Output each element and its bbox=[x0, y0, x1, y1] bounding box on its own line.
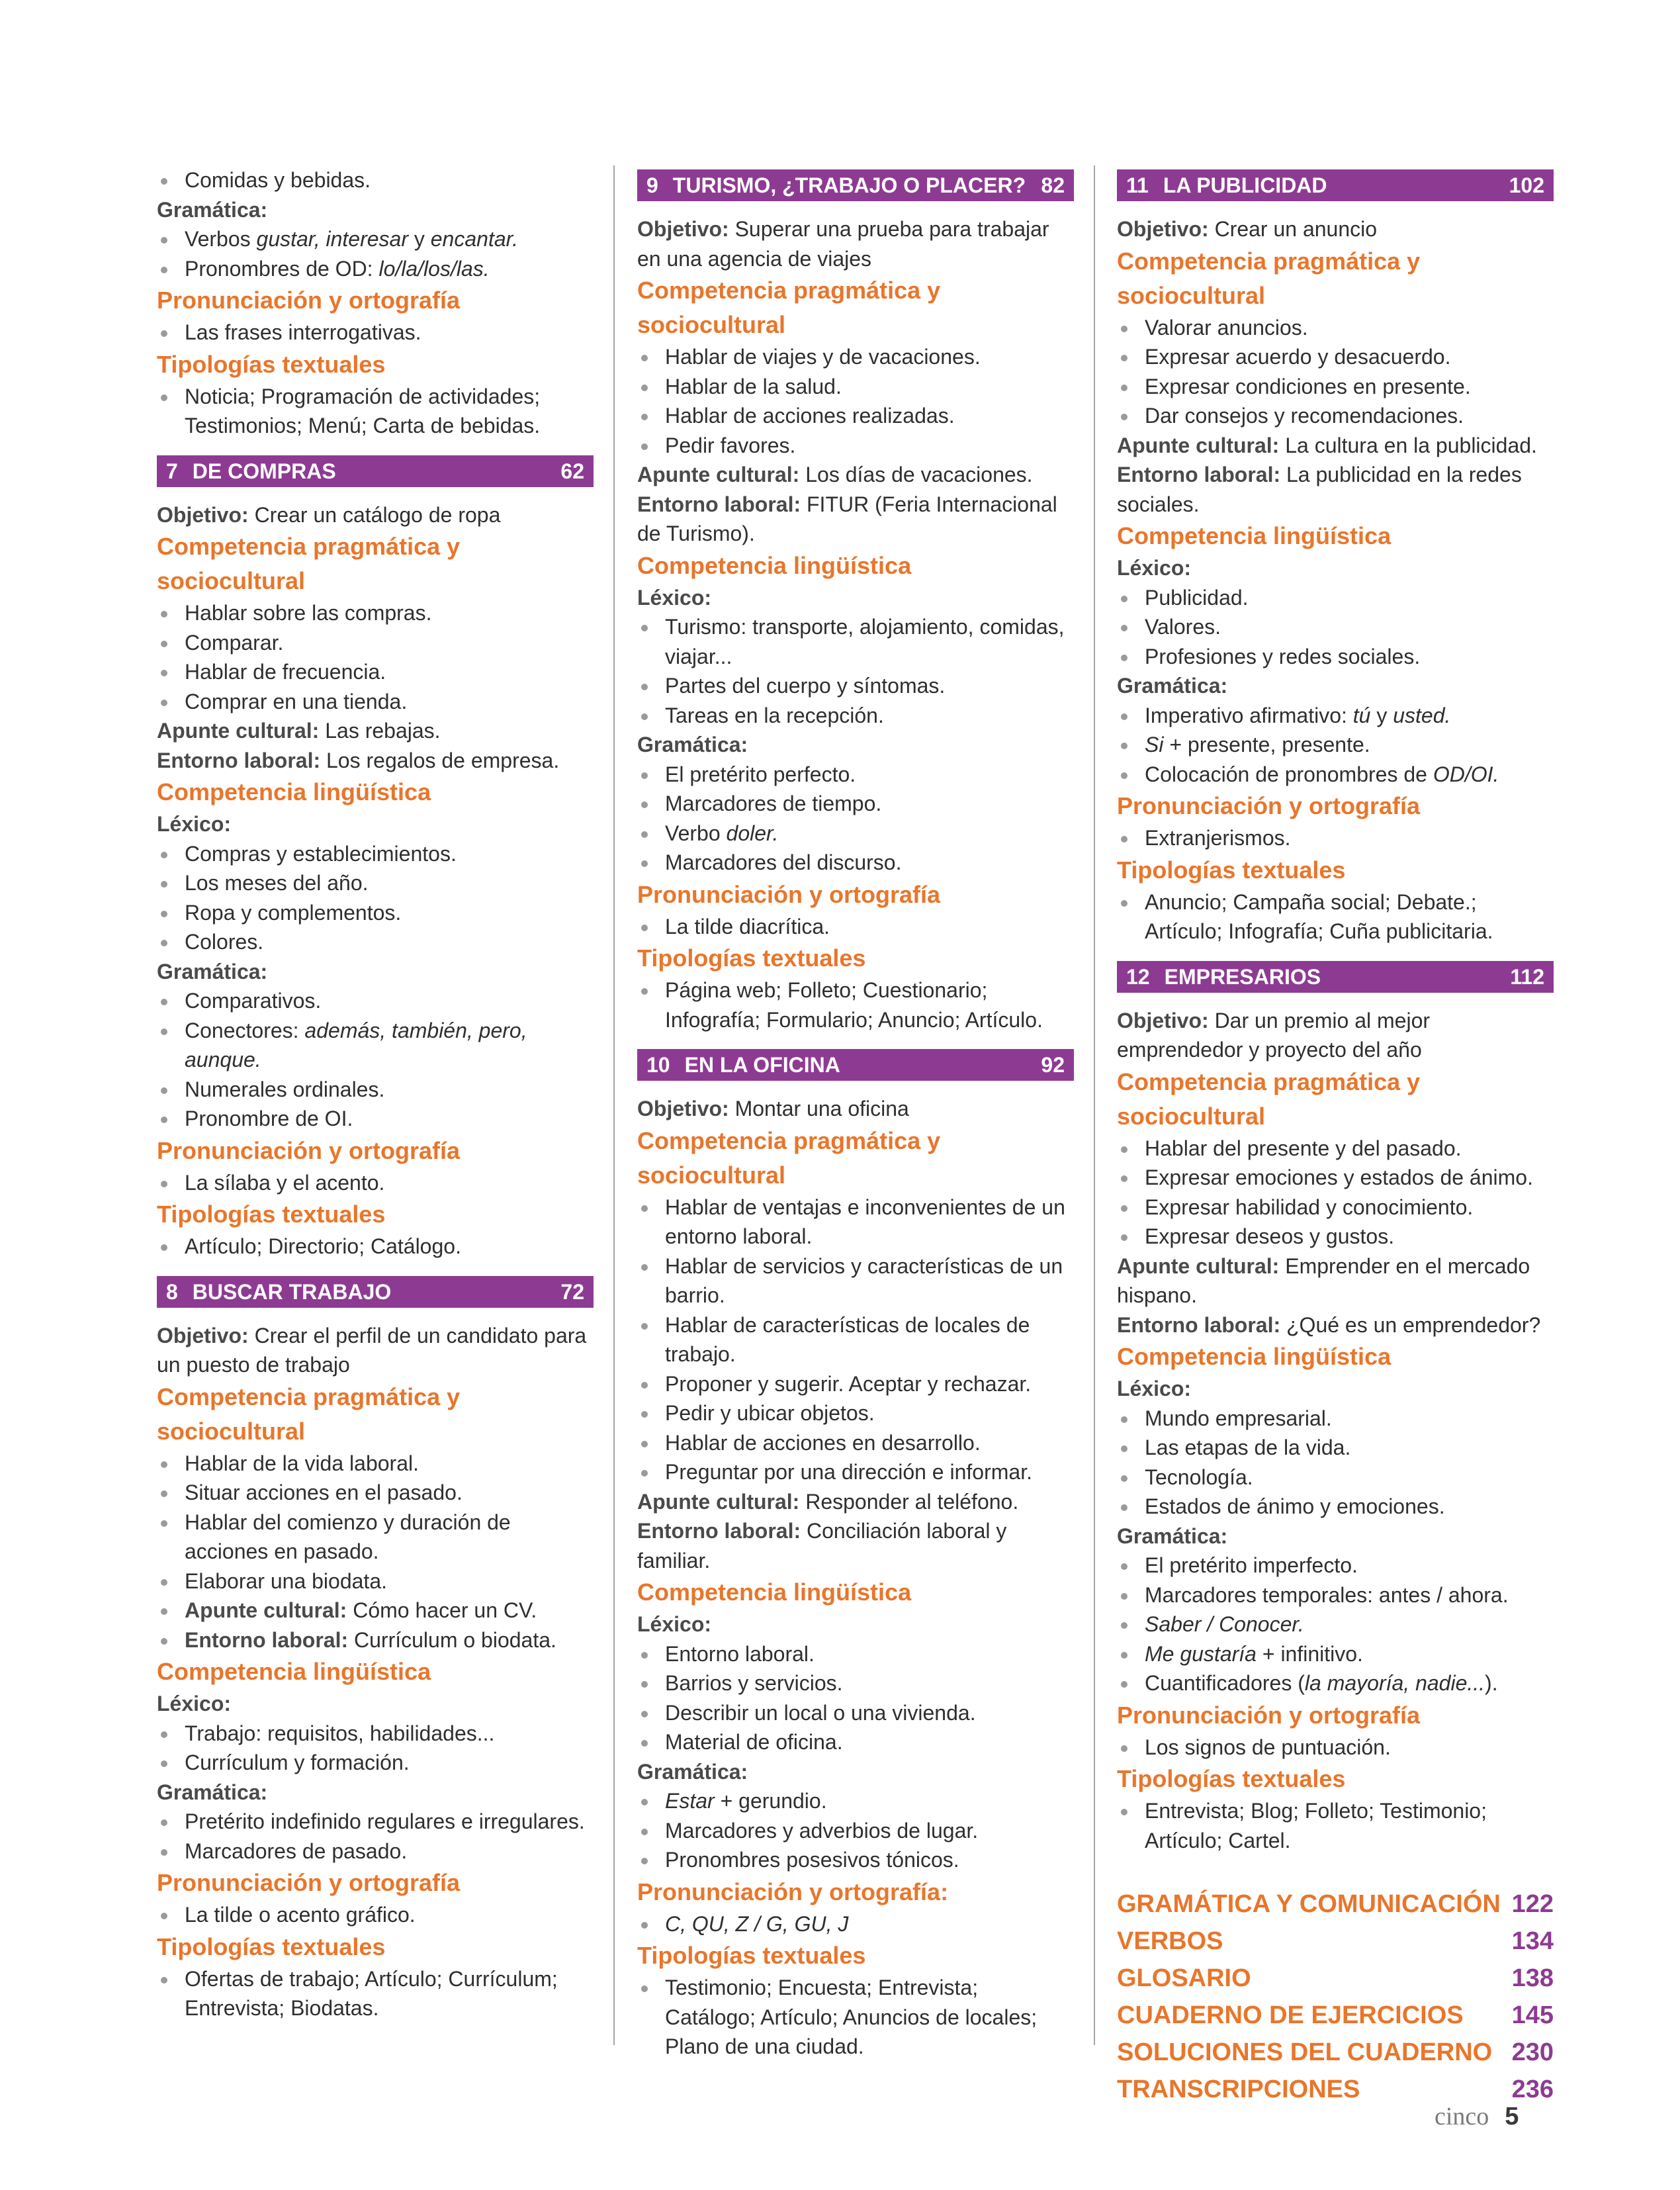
section-heading: Tipologías textuales bbox=[637, 944, 866, 972]
text-run: + infinitivo. bbox=[1256, 1641, 1363, 1666]
list-item: Hablar de características de locales de trabajo. bbox=[637, 1310, 1074, 1369]
text-run: Imperativo afirmativo: bbox=[1145, 703, 1353, 727]
index-page: 134 bbox=[1511, 1927, 1554, 1955]
section-heading: Pronunciación y ortografía bbox=[157, 1869, 461, 1896]
list-item: Valorar anuncios. bbox=[1117, 313, 1554, 343]
text-run: Saber / Conocer. bbox=[1145, 1612, 1304, 1636]
column-2 bbox=[637, 165, 1074, 2062]
list-item bbox=[1117, 1639, 1554, 1669]
unit-header-left bbox=[1126, 961, 1321, 993]
section-heading: Competencia pragmática y sociocultural bbox=[157, 533, 461, 594]
list-item bbox=[157, 1596, 594, 1625]
section-heading: Tipologías textuales bbox=[1117, 1765, 1346, 1792]
list-item: Anuncio; Campaña social; Debate.; Artículo; Infografía; Cuña publicitaria. bbox=[1117, 888, 1554, 946]
index-row bbox=[1117, 1997, 1554, 2034]
list-item: Valores. bbox=[1117, 612, 1554, 642]
page-footer bbox=[1435, 2102, 1519, 2131]
list-item: El pretérito imperfecto. bbox=[1117, 1551, 1554, 1580]
list-item bbox=[157, 1016, 594, 1075]
line-label: Objetivo: bbox=[1117, 217, 1209, 241]
list-item: Los signos de puntuación. bbox=[1117, 1733, 1554, 1762]
list-item: Situar acciones en el pasado. bbox=[157, 1478, 594, 1508]
list-item: Expresar acuerdo y desacuerdo. bbox=[1117, 342, 1554, 372]
line-label: Apunte cultural: bbox=[1117, 433, 1280, 457]
line-label: Apunte cultural: bbox=[1117, 1254, 1280, 1278]
unit-title: EN LA OFICINA bbox=[684, 1053, 840, 1077]
list-item: Material de oficina. bbox=[637, 1727, 1074, 1757]
list-item: Currículum y formación. bbox=[157, 1748, 594, 1778]
subsection-label: Gramática: bbox=[157, 1780, 268, 1804]
list-item: Las etapas de la vida. bbox=[1117, 1433, 1554, 1463]
index-page: 230 bbox=[1511, 2038, 1554, 2066]
text-run: Verbos bbox=[185, 227, 257, 251]
unit-number: 8 bbox=[166, 1279, 178, 1304]
unit-header bbox=[637, 1049, 1074, 1081]
index-row bbox=[1117, 2034, 1554, 2071]
list-item: Hablar de la vida laboral. bbox=[157, 1449, 594, 1479]
unit-page: 82 bbox=[1041, 173, 1065, 197]
labeled-line bbox=[1117, 1006, 1554, 1065]
line-text: Responder al teléfono. bbox=[799, 1489, 1019, 1514]
list-item: Pedir favores. bbox=[637, 431, 1074, 461]
list-item bbox=[1117, 760, 1554, 790]
list-item: Comparar. bbox=[157, 628, 594, 658]
text-run: y bbox=[408, 227, 431, 251]
list-item: Testimonio; Encuesta; Entrevista; Catálogo; Artículo; Anuncios de locales; Plano de una ciudad. bbox=[637, 1973, 1074, 2062]
subsection-label: Gramática: bbox=[1117, 674, 1228, 698]
section-heading: Competencia pragmática y sociocultural bbox=[1117, 1068, 1421, 1130]
section-heading: Tipologías textuales bbox=[637, 1942, 866, 1969]
list-item: Hablar de servicios y características de un barrio. bbox=[637, 1252, 1074, 1310]
text-run: + presente, presente. bbox=[1163, 733, 1370, 756]
unit-title: TURISMO, ¿TRABAJO O PLACER? bbox=[672, 173, 1026, 197]
labeled-line bbox=[1117, 431, 1554, 461]
section-heading: Competencia lingüística bbox=[1117, 1343, 1392, 1370]
list-item bbox=[1117, 1668, 1554, 1698]
unit-header-left bbox=[646, 1049, 840, 1081]
text-run: y bbox=[1370, 703, 1393, 727]
text-run: Conectores: bbox=[185, 1018, 305, 1042]
text-run: OD/OI. bbox=[1433, 762, 1499, 786]
list-item: Estados de ánimo y emociones. bbox=[1117, 1492, 1554, 1522]
unit-number: 11 bbox=[1126, 173, 1149, 197]
line-label: Objetivo: bbox=[637, 217, 729, 241]
line-label: Objetivo: bbox=[157, 502, 249, 527]
list-item: Describir un local o una vivienda. bbox=[637, 1698, 1074, 1728]
section-heading: Tipologías textuales bbox=[157, 1201, 386, 1228]
list-item: Profesiones y redes sociales. bbox=[1117, 642, 1554, 672]
list-item: Marcadores temporales: antes / ahora. bbox=[1117, 1580, 1554, 1610]
list-item: Tareas en la recepción. bbox=[637, 701, 1074, 731]
text-run: C, QU, Z / G, GU, J bbox=[665, 1911, 849, 1936]
unit-title: BUSCAR TRABAJO bbox=[192, 1279, 392, 1304]
list-item: Ofertas de trabajo; Artículo; Currículum; Entrevista; Biodatas. bbox=[157, 1964, 594, 2023]
list-item: Pronombres posesivos tónicos. bbox=[637, 1845, 1074, 1875]
list-item: El pretérito perfecto. bbox=[637, 760, 1074, 790]
text-run: Verbo bbox=[665, 821, 727, 845]
subsection-label: Léxico: bbox=[157, 1692, 232, 1715]
section-heading: Pronunciación y ortografía bbox=[637, 880, 941, 908]
section-heading: Pronunciación y ortografía bbox=[1117, 792, 1421, 819]
list-item: Trabajo: requisitos, habilidades... bbox=[157, 1719, 594, 1749]
text-run: usted. bbox=[1393, 703, 1451, 727]
line-text: Superar una prueba para trabajar en una agencia de viajes bbox=[637, 217, 1049, 271]
list-item bbox=[637, 1909, 1074, 1939]
unit-page: 112 bbox=[1510, 964, 1544, 989]
list-item: Numerales ordinales. bbox=[157, 1075, 594, 1105]
list-item bbox=[637, 819, 1074, 848]
list-item: Expresar condiciones en presente. bbox=[1117, 372, 1554, 402]
list-item: Marcadores del discurso. bbox=[637, 848, 1074, 878]
line-text: Conciliación laboral y familiar. bbox=[637, 1519, 1007, 1573]
list-item: La tilde diacrítica. bbox=[637, 912, 1074, 942]
labeled-line bbox=[1117, 1252, 1554, 1310]
labeled-line bbox=[637, 460, 1074, 490]
list-item: Expresar deseos y gustos. bbox=[1117, 1222, 1554, 1252]
list-item: Hablar de frecuencia. bbox=[157, 657, 594, 687]
line-text: Emprender en el mercado hispano. bbox=[1117, 1254, 1530, 1307]
section-heading: Competencia pragmática y sociocultural bbox=[637, 1126, 941, 1189]
labeled-line bbox=[157, 1321, 594, 1380]
text-run: tú bbox=[1352, 703, 1371, 727]
list-item: Marcadores de tiempo. bbox=[637, 789, 1074, 819]
subsection-label: Gramática: bbox=[1117, 1524, 1228, 1548]
section-heading: Tipologías textuales bbox=[157, 1933, 386, 1960]
unit-header bbox=[157, 455, 594, 487]
index-label: GLOSARIO bbox=[1117, 1964, 1251, 1992]
list-item: Los meses del año. bbox=[157, 868, 594, 898]
list-item: Extranjerismos. bbox=[1117, 823, 1554, 853]
labeled-line bbox=[637, 1516, 1074, 1575]
list-item: Entrevista; Blog; Folleto; Testimonio; Artículo; Cartel. bbox=[1117, 1796, 1554, 1855]
line-label: Entorno laboral: bbox=[637, 492, 801, 516]
index-page: 122 bbox=[1511, 1890, 1554, 1918]
text-run: Cómo hacer un CV. bbox=[347, 1598, 537, 1622]
subsection-label: Gramática: bbox=[637, 733, 748, 756]
list-item: Pretérito indefinido regulares e irregulares. bbox=[157, 1807, 594, 1837]
line-text: Las rebajas. bbox=[319, 719, 441, 743]
line-text: ¿Qué es un emprendedor? bbox=[1280, 1312, 1541, 1337]
text-run: Si bbox=[1145, 733, 1164, 756]
line-text: Crear un anuncio bbox=[1208, 217, 1378, 241]
index-label: SOLUCIONES DEL CUADERNO bbox=[1117, 2038, 1493, 2066]
section-heading: Tipologías textuales bbox=[157, 350, 386, 378]
line-text: Crear el perfil de un candidato para un puesto de trabajo bbox=[157, 1323, 587, 1377]
unit-header-left bbox=[1126, 169, 1327, 201]
line-label: Objetivo: bbox=[157, 1323, 249, 1347]
list-item: Turismo: transporte, alojamiento, comidas, viajar... bbox=[637, 612, 1074, 671]
section-heading: Competencia pragmática y sociocultural bbox=[1117, 247, 1421, 309]
list-item bbox=[1117, 701, 1554, 731]
list-item: Comprar en una tienda. bbox=[157, 687, 594, 717]
line-text: La cultura en la publicidad. bbox=[1279, 433, 1537, 457]
line-text: Dar un premio al mejor emprendedor y proyecto del año bbox=[1117, 1008, 1431, 1062]
list-item bbox=[157, 1625, 594, 1655]
list-item: Preguntar por una dirección e informar. bbox=[637, 1457, 1074, 1487]
text-run: Entorno laboral: bbox=[185, 1627, 349, 1652]
unit-page: 92 bbox=[1041, 1053, 1065, 1077]
unit-title: EMPRESARIOS bbox=[1164, 964, 1321, 989]
unit-page: 62 bbox=[560, 459, 584, 483]
labeled-line bbox=[637, 490, 1074, 549]
text-run: Cuantificadores ( bbox=[1145, 1671, 1305, 1695]
section-heading: Tipologías textuales bbox=[1117, 856, 1346, 884]
line-label: Apunte cultural: bbox=[637, 463, 800, 486]
section-heading: Pronunciación y ortografía bbox=[1117, 1701, 1421, 1729]
list-item bbox=[637, 1786, 1074, 1816]
section-heading: Competencia lingüística bbox=[157, 1658, 431, 1685]
list-item: Expresar emociones y estados de ánimo. bbox=[1117, 1163, 1554, 1193]
unit-header bbox=[1117, 961, 1554, 993]
subsection-label: Léxico: bbox=[637, 585, 712, 610]
list-item: Hablar de acciones realizadas. bbox=[637, 401, 1074, 431]
list-item bbox=[157, 254, 594, 284]
labeled-line bbox=[157, 716, 594, 746]
unit-header-left bbox=[646, 169, 1026, 201]
list-item: Partes del cuerpo y síntomas. bbox=[637, 671, 1074, 701]
text-run: Apunte cultural: bbox=[185, 1598, 347, 1622]
text-run: Estar bbox=[665, 1789, 715, 1813]
list-item: Compras y establecimientos. bbox=[157, 839, 594, 869]
column-divider bbox=[613, 165, 615, 2045]
unit-page: 102 bbox=[1509, 173, 1544, 197]
line-text: Los días de vacaciones. bbox=[799, 463, 1033, 486]
list-item: Noticia; Programación de actividades; Testimonios; Menú; Carta de bebidas. bbox=[157, 382, 594, 441]
line-label: Entorno laboral: bbox=[637, 1519, 801, 1543]
column-3 bbox=[1117, 165, 1554, 2108]
column-1 bbox=[157, 165, 594, 2023]
text-run: además, también, pero, aunque. bbox=[185, 1018, 527, 1072]
unit-number: 9 bbox=[646, 173, 658, 197]
labeled-line bbox=[637, 1487, 1074, 1517]
list-item bbox=[1117, 730, 1554, 760]
index-page: 145 bbox=[1511, 2001, 1554, 2029]
list-item: Artículo; Directorio; Catálogo. bbox=[157, 1232, 594, 1261]
column-divider bbox=[1094, 165, 1095, 2045]
list-item: Hablar de la salud. bbox=[637, 372, 1074, 402]
list-item: Elaborar una biodata. bbox=[157, 1567, 594, 1596]
list-item bbox=[157, 224, 594, 254]
list-item: Marcadores de pasado. bbox=[157, 1837, 594, 1866]
line-text: La publicidad en la redes sociales. bbox=[1117, 463, 1522, 516]
line-label: Entorno laboral: bbox=[157, 748, 321, 772]
text-run: Pronombres de OD: bbox=[185, 256, 379, 281]
section-heading: Competencia lingüística bbox=[157, 778, 431, 805]
list-item: Marcadores y adverbios de lugar. bbox=[637, 1816, 1074, 1846]
unit-number: 10 bbox=[646, 1053, 670, 1077]
section-heading: Competencia lingüística bbox=[637, 1578, 912, 1606]
index-page: 236 bbox=[1511, 2076, 1554, 2103]
unit-header bbox=[1117, 169, 1554, 201]
list-item: La tilde o acento gráfico. bbox=[157, 1900, 594, 1930]
section-heading: Competencia pragmática y sociocultural bbox=[157, 1383, 461, 1445]
list-item: Hablar del comienzo y duración de acciones en pasado. bbox=[157, 1508, 594, 1567]
list-item: Entorno laboral. bbox=[637, 1639, 1074, 1669]
unit-number: 12 bbox=[1126, 964, 1150, 989]
list-item: Tecnología. bbox=[1117, 1463, 1554, 1492]
labeled-line bbox=[1117, 460, 1554, 519]
text-run: lo/la/los/las. bbox=[378, 256, 490, 281]
section-heading: Pronunciación y ortografía bbox=[157, 1136, 461, 1164]
subsection-label: Léxico: bbox=[157, 812, 232, 836]
subsection-label: Léxico: bbox=[1117, 1377, 1192, 1400]
index-row bbox=[1117, 1960, 1554, 1997]
index-label: VERBOS bbox=[1117, 1927, 1223, 1955]
unit-page: 72 bbox=[560, 1279, 584, 1304]
list-item: Hablar de ventajas e inconvenientes de un entorno laboral. bbox=[637, 1193, 1074, 1252]
labeled-line bbox=[1117, 214, 1554, 244]
unit-title: DE COMPRAS bbox=[192, 459, 336, 483]
line-label: Apunte cultural: bbox=[637, 1489, 800, 1514]
index-row bbox=[1117, 1923, 1554, 1960]
subsection-label: Gramática: bbox=[637, 1759, 748, 1784]
labeled-line bbox=[637, 1094, 1074, 1124]
unit-header bbox=[637, 169, 1074, 201]
text-run: Colocación de pronombres de bbox=[1145, 762, 1433, 786]
unit-number: 7 bbox=[166, 459, 178, 483]
appendix-index bbox=[1117, 1886, 1554, 2108]
list-item: Página web; Folleto; Cuestionario; Infografía; Formulario; Anuncio; Artículo. bbox=[637, 976, 1074, 1034]
subsection-label: Léxico: bbox=[637, 1612, 712, 1636]
line-text: FITUR (Feria Internacional de Turismo). bbox=[637, 492, 1057, 545]
unit-header-left bbox=[166, 455, 336, 487]
index-label: GRAMÁTICA Y COMUNICACIÓN bbox=[1117, 1890, 1501, 1918]
list-item: Hablar de viajes y de vacaciones. bbox=[637, 342, 1074, 372]
text-run: encantar. bbox=[430, 227, 518, 251]
line-label: Entorno laboral: bbox=[1117, 463, 1281, 486]
line-label: Entorno laboral: bbox=[1117, 1312, 1281, 1337]
line-label: Objetivo: bbox=[637, 1097, 729, 1120]
list-item: Comparativos. bbox=[157, 986, 594, 1016]
list-item: Las frases interrogativas. bbox=[157, 318, 594, 347]
line-text: Montar una oficina bbox=[729, 1097, 909, 1120]
subsection-label: Gramática: bbox=[157, 959, 268, 983]
list-item: Hablar de acciones en desarrollo. bbox=[637, 1428, 1074, 1458]
list-item bbox=[1117, 1610, 1554, 1639]
section-heading: Competencia lingüística bbox=[1117, 522, 1392, 549]
line-label: Objetivo: bbox=[1117, 1008, 1209, 1032]
unit-header-left bbox=[166, 1276, 391, 1308]
labeled-line bbox=[157, 500, 594, 530]
text-run: Currículum o biodata. bbox=[348, 1627, 556, 1652]
list-item: Expresar habilidad y conocimiento. bbox=[1117, 1193, 1554, 1222]
list-item: Colores. bbox=[157, 927, 594, 957]
index-label: CUADERNO DE EJERCICIOS bbox=[1117, 2001, 1464, 2029]
index-label: TRANSCRIPCIONES bbox=[1117, 2076, 1360, 2103]
section-heading: Pronunciación y ortografía: bbox=[637, 1878, 949, 1905]
text-run: la mayoría, nadie... bbox=[1304, 1671, 1485, 1695]
subsection-label: Gramática: bbox=[157, 197, 268, 222]
list-item: Pronombre de OI. bbox=[157, 1104, 594, 1134]
page-number: 5 bbox=[1505, 2103, 1519, 2130]
section-heading: Pronunciación y ortografía bbox=[157, 287, 461, 314]
list-item: Pedir y ubicar objetos. bbox=[637, 1398, 1074, 1428]
list-item: La sílaba y el acento. bbox=[157, 1168, 594, 1198]
labeled-line bbox=[157, 746, 594, 776]
list-item: Proponer y sugerir. Aceptar y rechazar. bbox=[637, 1369, 1074, 1399]
labeled-line bbox=[1117, 1310, 1554, 1340]
index-page: 138 bbox=[1511, 1964, 1554, 1992]
list-item: Publicidad. bbox=[1117, 583, 1554, 613]
line-text: Los regalos de empresa. bbox=[320, 748, 560, 772]
list-item: Hablar del presente y del pasado. bbox=[1117, 1134, 1554, 1163]
list-item: Barrios y servicios. bbox=[637, 1668, 1074, 1698]
page-number-word: cinco bbox=[1435, 2103, 1489, 2130]
line-text: Crear un catálogo de ropa bbox=[248, 502, 501, 527]
list-item: Hablar sobre las compras. bbox=[157, 598, 594, 628]
list-item: Ropa y complementos. bbox=[157, 898, 594, 928]
unit-title: LA PUBLICIDAD bbox=[1163, 173, 1327, 197]
section-heading: Competencia lingüística bbox=[637, 551, 912, 579]
list-item: Mundo empresarial. bbox=[1117, 1404, 1554, 1434]
section-heading: Competencia pragmática y sociocultural bbox=[637, 277, 941, 338]
text-run: gustar, interesar bbox=[256, 227, 408, 251]
line-label: Apunte cultural: bbox=[157, 719, 320, 743]
unit-header bbox=[157, 1276, 594, 1308]
text-run: doler. bbox=[726, 821, 779, 845]
text-run: Me gustaría bbox=[1145, 1641, 1257, 1666]
text-run: ). bbox=[1485, 1671, 1498, 1695]
text-run: + gerundio. bbox=[714, 1789, 827, 1813]
list-item: Dar consejos y recomendaciones. bbox=[1117, 401, 1554, 431]
list-item: Comidas y bebidas. bbox=[157, 165, 594, 195]
subsection-label: Léxico: bbox=[1117, 556, 1192, 580]
index-row bbox=[1117, 1886, 1554, 1923]
labeled-line bbox=[637, 214, 1074, 273]
